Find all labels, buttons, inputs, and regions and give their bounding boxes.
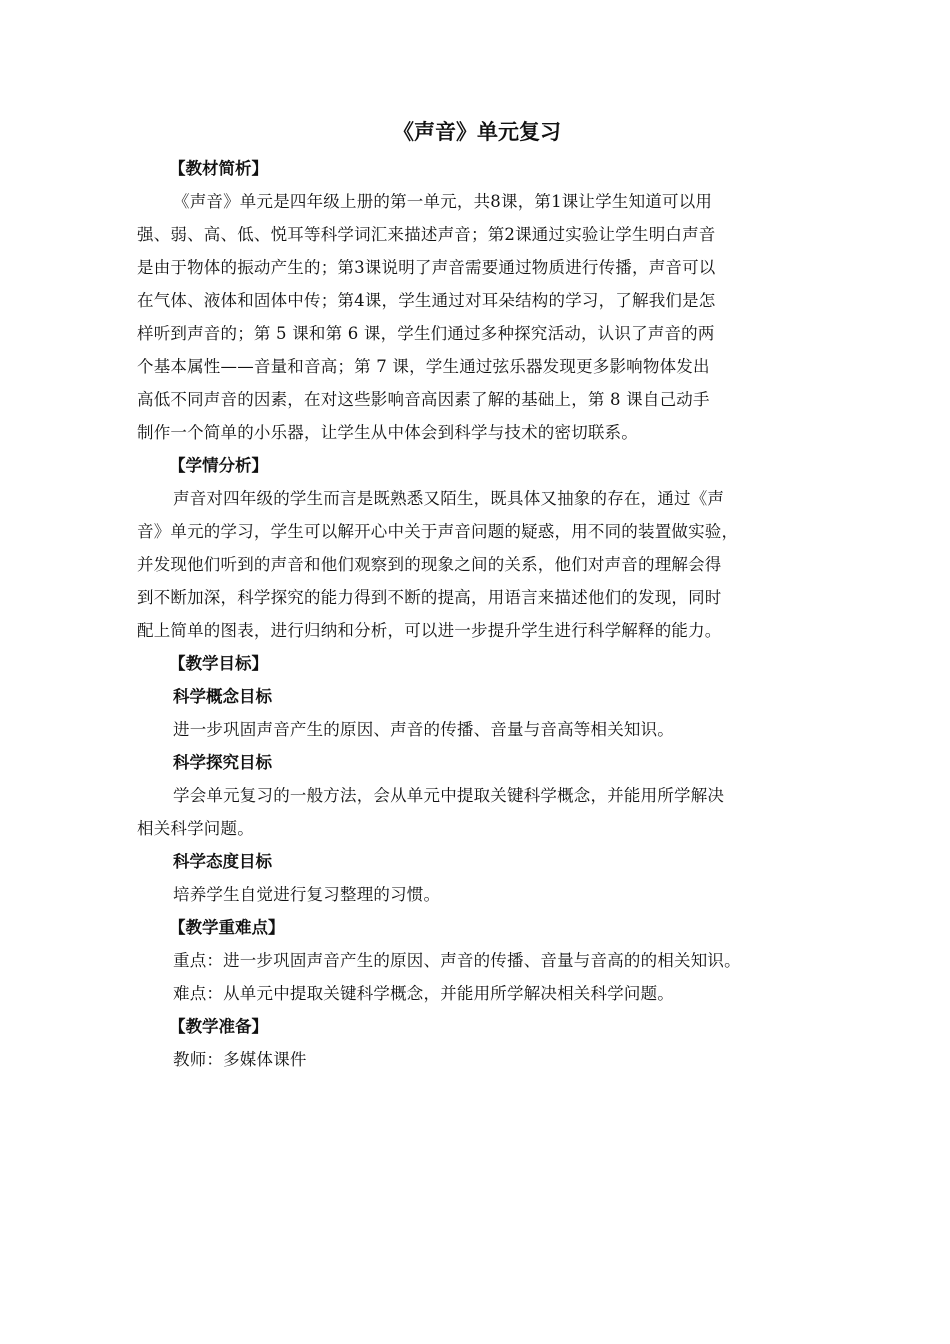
text-line: 难点：从单元中提取关键科学概念，并能用所学解决相关科学问题。 [173,984,674,1003]
text-line: 是由于物体的振动产生的；第3课说明了声音需要通过物质进行传播，声音可以 [137,258,716,277]
text-line: 配上简单的图表，进行归纳和分析，可以进一步提升学生进行科学解释的能力。 [137,621,722,640]
subheading-concept-goal: 科学概念目标 [173,687,272,706]
text-line: 个基本属性——音量和音高；第 7 课，学生通过弦乐器发现更多影响物体发出 [137,357,710,376]
text-line: 音》单元的学习，学生可以解开心中关于声音问题的疑惑，用不同的装置做实验， [137,522,739,541]
section-heading-goals: 【教学目标】 [169,654,268,673]
document-title: 《声音》单元复习 [393,120,561,144]
text-line: 教师：多媒体课件 [173,1050,307,1069]
text-line: 制作一个简单的小乐器，让学生从中体会到科学与技术的密切联系。 [137,423,638,442]
section-heading-preparation: 【教学准备】 [169,1017,268,1036]
text-line: 学会单元复习的一般方法，会从单元中提取关键科学概念，并能用所学解决 [173,786,725,805]
section-heading-key-points: 【教学重难点】 [169,918,285,937]
text-line: 进一步巩固声音产生的原因、声音的传播、音量与音高等相关知识。 [173,720,674,739]
section-heading-materials: 【教材简析】 [169,159,268,178]
text-line: 强、弱、高、低、悦耳等科学词汇来描述声音；第2课通过实验让学生明白声音 [137,225,716,244]
text-line: 样听到声音的；第 5 课和第 6 课，学生们通过多种探究活动，认识了声音的两 [137,324,715,343]
section-heading-students: 【学情分析】 [169,456,268,475]
text-line: 在气体、液体和固体中传；第4课，学生通过对耳朵结构的学习，了解我们是怎 [137,291,716,310]
text-line: 高低不同声音的因素，在对这些影响音高因素了解的基础上，第 8 课自己动手 [137,390,710,409]
students-paragraph [137,482,817,647]
subheading-attitude-goal: 科学态度目标 [173,852,272,871]
document-page [137,112,817,1076]
text-line: 培养学生自觉进行复习整理的习惯。 [173,885,441,904]
materials-paragraph [137,185,817,449]
text-line: 声音对四年级的学生而言是既熟悉又陌生，既具体又抽象的存在，通过《声 [173,489,725,508]
text-line: 相关科学问题。 [137,819,254,838]
subheading-inquiry-goal: 科学探究目标 [173,753,272,772]
text-line: 到不断加深，科学探究的能力得到不断的提高，用语言来描述他们的发现，同时 [137,588,722,607]
text-line: 《声音》单元是四年级上册的第一单元，共8课，第1课让学生知道可以用 [173,192,713,211]
text-line: 重点：进一步巩固声音产生的原因、声音的传播、音量与音高的的相关知识。 [173,951,741,970]
text-line: 并发现他们听到的声音和他们观察到的现象之间的关系，他们对声音的理解会得 [137,555,722,574]
